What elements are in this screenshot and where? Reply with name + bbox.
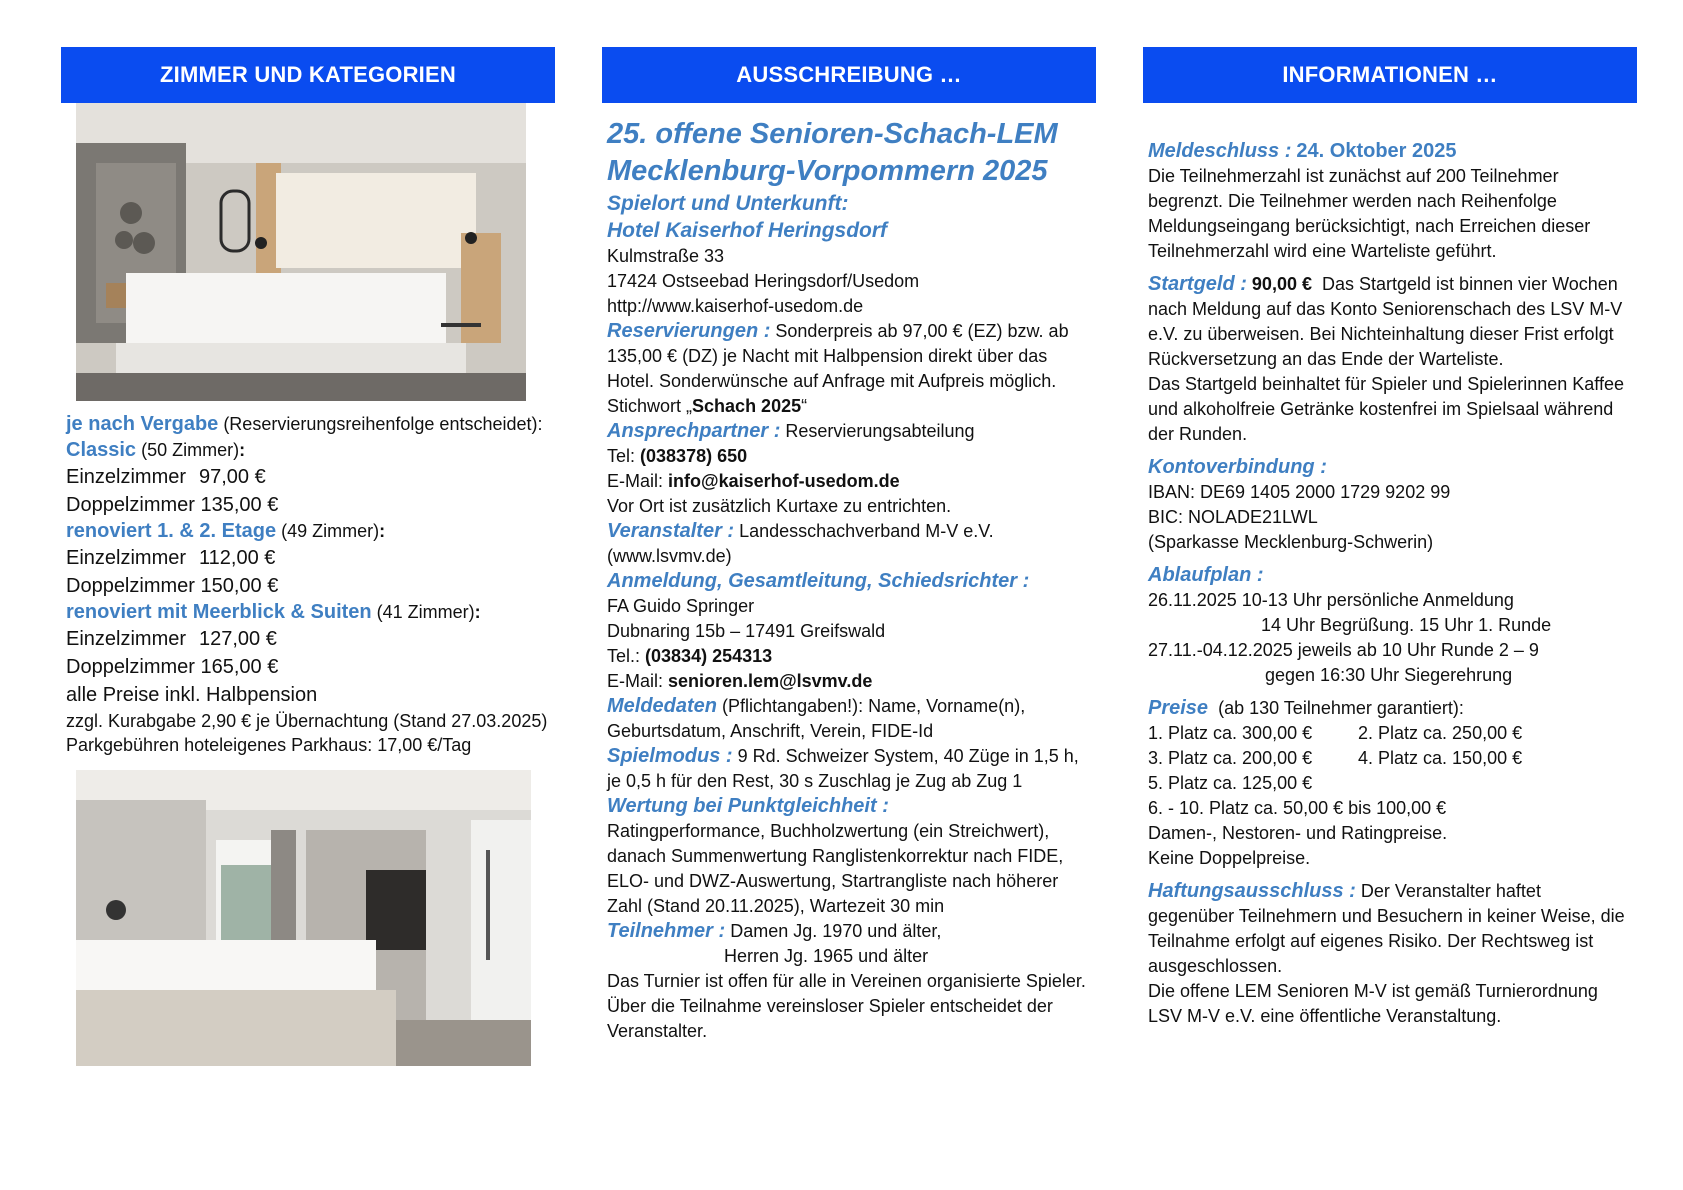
tiebreak-text: Ratingperformance, Buchholzwertung (ein Streichwert), danach Summenwertung Ranglistenkorrektur nach FIDE, ELO- und DWZ-Auswertung, Startrangliste nach höherer Zahl (Stand 20.11.2025), Wartezeit 30 min: [607, 821, 1064, 916]
participants-label: Teilnehmer :: [607, 920, 726, 942]
deadline-date: 24. Oktober 2025: [1296, 140, 1457, 162]
arbiter-name: FA Guido Springer: [607, 596, 755, 616]
price-value: 112,00 €: [199, 547, 276, 569]
arbiter-email[interactable]: senioren.lem@lsvmv.de: [668, 671, 873, 691]
venue-label: Spielort und Unterkunft:: [607, 192, 849, 215]
prize-1: 1. Platz ca. 300,00 €: [1148, 723, 1313, 743]
kurtaxe-note: Vor Ort ist zusätzlich Kurtaxe zu entrichten.: [607, 496, 952, 516]
prizes-label: Preise: [1148, 697, 1209, 719]
tiebreak-label: Wertung bei Punktgleichheit :: [607, 795, 889, 817]
prize-6-10: 6. - 10. Platz ca. 50,00 € bis 100,00 €: [1148, 798, 1447, 818]
price-label: Einzelzimmer: [66, 466, 187, 488]
price-value: 135,00 €: [200, 494, 279, 516]
organizer-label: Veranstalter :: [607, 520, 735, 542]
intro-text: (Reservierungsreihenfolge entscheidet):: [223, 414, 543, 434]
liability-text: Der Veranstalter haftet gegenüber Teilnehmern und Besuchern in keiner Weise, die Teilnahme erfolgt auf eigenes Risiko. Der Rechtsweg ist ausgeschlossen.: [1148, 881, 1625, 976]
kurabgabe-note: zzgl. Kurabgabe 2,90 € je Übernachtung (Stand 27.03.2025): [66, 711, 548, 731]
category-count: (49 Zimmer): [281, 521, 380, 541]
category-colon: :: [474, 602, 481, 622]
contact-text: Reservierungsabteilung: [785, 421, 975, 441]
prize-4: 4. Platz ca. 150,00 €: [1358, 748, 1523, 768]
reservation-label: Reservierungen :: [607, 320, 771, 342]
category-name: renoviert mit Meerblick & Suiten: [66, 601, 372, 623]
hotel-name: Hotel Kaiserhof Heringsdorf: [607, 219, 888, 242]
category-count: (41 Zimmer): [376, 602, 475, 622]
bank-name: (Sparkasse Mecklenburg-Schwerin): [1148, 532, 1434, 552]
tel-label: Tel:: [607, 446, 636, 466]
hotel-room-photo-1: [76, 103, 526, 401]
price-value: 165,00 €: [200, 656, 279, 678]
price-value: 150,00 €: [200, 575, 279, 597]
mail-label: E-Mail:: [607, 471, 664, 491]
price-value: 97,00 €: [199, 466, 266, 488]
reservation-quote: “: [801, 396, 808, 416]
hotel-city: 17424 Ostseebad Heringsdorf/Usedom: [607, 271, 920, 291]
information-column: [1143, 47, 1637, 1029]
announcement-header: AUSSCHREIBUNG …: [602, 47, 1096, 103]
hotel-room-photo-2: [76, 770, 531, 1066]
entry-fee-label: Startgeld :: [1148, 273, 1247, 295]
liability-text2: Die offene LEM Senioren M-V ist gemäß Turnierordnung LSV M-V e.V. eine öffentliche Veranstaltung.: [1148, 981, 1598, 1026]
prize-2: 2. Platz ca. 250,00 €: [1358, 723, 1523, 743]
price-label: Doppelzimmer: [66, 656, 195, 678]
game-mode-text: 9 Rd. Schweizer System, 40 Züge in 1,5 h, je 0,5 h für den Rest, 30 s Zuschlag je Zug ab Zug 1: [607, 746, 1079, 791]
no-double-prizes: Keine Doppelpreise.: [1148, 848, 1311, 868]
registration-data-label: Meldedaten: [607, 695, 718, 717]
hotel-email[interactable]: info@kaiserhof-usedom.de: [668, 471, 900, 491]
contact-label: Ansprechpartner :: [607, 420, 781, 442]
schedule-line: 14 Uhr Begrüßung. 15 Uhr 1. Runde: [1261, 615, 1552, 635]
category-colon: :: [379, 521, 386, 541]
mail-label: E-Mail:: [607, 671, 664, 691]
organizer-text: Landesschachverband M-V e.V. (www.lsvmv.de): [607, 521, 994, 566]
rooms-header: ZIMMER UND KATEGORIEN: [61, 47, 555, 103]
inclusive-note: alle Preise inkl. Halbpension: [66, 684, 318, 706]
prizes-note: (ab 130 Teilnehmer garantiert):: [1218, 698, 1464, 718]
game-mode-label: Spielmodus :: [607, 745, 733, 767]
entry-fee-text: Das Startgeld ist binnen vier Wochen nach Meldung auf das Konto Seniorenschach des LSV M-V e.V. zu überweisen. Bei Nichteinhaltung dieser Frist erfolgt Rückversetzung an das Ende der Warteliste.: [1148, 274, 1623, 369]
tournament-title-line2: Mecklenburg-Vorpommern 2025: [607, 155, 1048, 187]
bank-label: Kontoverbindung :: [1148, 456, 1327, 478]
hotel-street: Kulmstraße 33: [607, 246, 725, 266]
deadline-text: Die Teilnehmerzahl ist zunächst auf 200 Teilnehmer begrenzt. Die Teilnehmer werden nach Reihenfolge Meldungseingang berücksichtigt, nach Erreichen dieser Teilnehmerzahl wird eine Warteliste geführt.: [1148, 166, 1591, 261]
deadline-label: Meldeschluss :: [1148, 140, 1292, 162]
category-renovated: [66, 519, 550, 600]
reservation-keyword: Schach 2025: [692, 396, 802, 416]
category-name: renoviert 1. & 2. Etage: [66, 520, 277, 542]
hotel-phone: (038378) 650: [640, 446, 748, 466]
information-header: INFORMATIONEN …: [1143, 47, 1637, 103]
schedule-line: 26.11.2025 10-13 Uhr persönliche Anmeldung: [1148, 590, 1514, 610]
schedule-label: Ablaufplan :: [1148, 564, 1264, 586]
category-count: (50 Zimmer): [141, 440, 240, 460]
bic: BIC: NOLADE21LWL: [1148, 507, 1318, 527]
entry-fee-text2: Das Startgeld beinhaltet für Spieler und Spielerinnen Kaffee und alkoholfreie Getränke kostenfrei im Spielsaal während der Runden.: [1148, 374, 1624, 444]
registration-data-text: (Pflichtangaben!): Name, Vorname(n), Geburtsdatum, Anschrift, Verein, FIDE-Id: [607, 696, 1026, 741]
special-prizes: Damen-, Nestoren- und Ratingpreise.: [1148, 823, 1448, 843]
price-label: Doppelzimmer: [66, 575, 195, 597]
schedule-line: 27.11.-04.12.2025 jeweils ab 10 Uhr Runde 2 – 9: [1148, 640, 1539, 660]
category-name: Classic: [66, 439, 137, 461]
iban: IBAN: DE69 1405 2000 1729 9202 99: [1148, 482, 1451, 502]
announcement-column: [602, 47, 1096, 1044]
parking-note: Parkgebühren hoteleigenes Parkhaus: 17,00 €/Tag: [66, 735, 472, 755]
rooms-column: [61, 47, 555, 1066]
price-label: Einzelzimmer: [66, 547, 187, 569]
liability-label: Haftungsausschluss :: [1148, 880, 1356, 902]
price-label: Einzelzimmer: [66, 628, 187, 650]
prize-3: 3. Platz ca. 200,00 €: [1148, 748, 1313, 768]
tel-label: Tel.:: [607, 646, 641, 666]
participants-men: Herren Jg. 1965 und älter: [724, 946, 929, 966]
schedule-line: gegen 16:30 Uhr Siegerehrung: [1265, 665, 1513, 685]
category-colon: :: [239, 440, 246, 460]
category-seaview: [66, 600, 550, 681]
open-tournament-text: Das Turnier ist offen für alle in Vereinen organisierte Spieler. Über die Teilnahme vereinsloser Spieler entscheidet der Veranstalter.: [607, 971, 1086, 1041]
reservation-text: Sonderpreis ab 97,00 € (EZ) bzw. ab 135,00 € (DZ) je Nacht mit Halbpension direkt über das Hotel. Sonderwünsche auf Anfrage mit Aufpreis möglich. Stichwort „: [607, 321, 1069, 416]
participants-women: Damen Jg. 1970 und älter,: [730, 921, 942, 941]
tournament-title-line1: 25. offene Senioren-Schach-LEM: [607, 118, 1058, 150]
category-classic: [66, 438, 550, 519]
registration-label: Anmeldung, Gesamtleitung, Schiedsrichter :: [607, 570, 1030, 592]
intro-label: je nach Vergabe: [66, 413, 219, 435]
prize-5: 5. Platz ca. 125,00 €: [1148, 773, 1313, 793]
hotel-website[interactable]: http://www.kaiserhof-usedom.de: [607, 296, 864, 316]
price-value: 127,00 €: [199, 628, 277, 650]
entry-fee-value: 90,00 €: [1251, 274, 1312, 294]
arbiter-address: Dubnaring 15b – 17491 Greifswald: [607, 621, 886, 641]
arbiter-phone: (03834) 254313: [645, 646, 773, 666]
price-label: Doppelzimmer: [66, 494, 195, 516]
